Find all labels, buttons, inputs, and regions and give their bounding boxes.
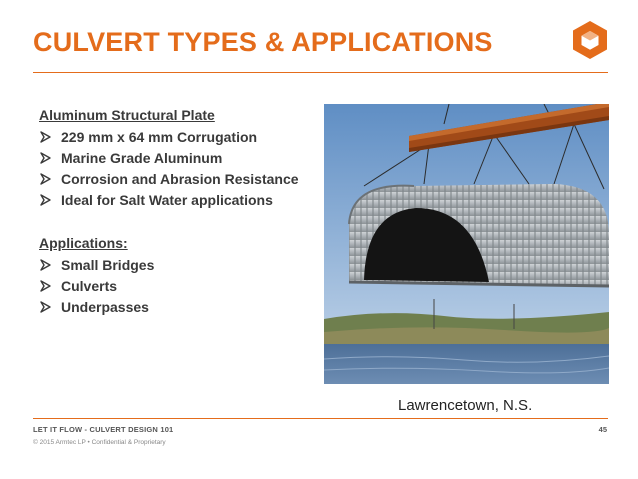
feature-list <box>39 126 319 210</box>
copyright-notice: © 2015 Armtec LP • Confidential & Proprietary <box>33 439 166 446</box>
application-item <box>39 296 319 317</box>
photo-caption: Lawrencetown, N.S. <box>398 397 533 414</box>
application-item <box>39 275 319 296</box>
applications-list <box>39 254 319 317</box>
arrow-bullet-icon <box>39 151 53 165</box>
arrow-bullet-icon <box>39 172 53 186</box>
feature-item <box>39 168 319 189</box>
footer-divider <box>33 418 608 419</box>
section-heading: Aluminum Structural Plate <box>39 107 215 123</box>
feature-text: Ideal for Salt Water applications <box>61 191 273 208</box>
arrow-bullet-icon <box>39 258 53 272</box>
arrow-bullet-icon <box>39 193 53 207</box>
culvert-photo-illustration <box>324 104 609 384</box>
feature-item <box>39 189 319 210</box>
application-text: Underpasses <box>61 298 149 315</box>
page-number: 45 <box>598 425 607 434</box>
feature-text: Marine Grade Aluminum <box>61 149 223 166</box>
arrow-bullet-icon <box>39 130 53 144</box>
application-text: Culverts <box>61 277 118 294</box>
application-text: Small Bridges <box>61 256 155 273</box>
slide-title: CULVERT TYPES & APPLICATIONS <box>33 27 493 57</box>
armtec-logo-icon <box>571 20 609 60</box>
footer-label: LET IT FLOW - CULVERT DESIGN 101 <box>33 425 174 434</box>
title-divider <box>33 72 608 73</box>
arrow-bullet-icon <box>39 279 53 293</box>
feature-item <box>39 147 319 168</box>
feature-text: Corrosion and Abrasion Resistance <box>61 170 299 187</box>
culvert-photo <box>324 104 609 384</box>
application-item <box>39 254 319 275</box>
feature-item <box>39 126 319 147</box>
feature-text: 229 mm x 64 mm Corrugation <box>61 128 258 145</box>
content-column <box>39 104 319 317</box>
applications-heading: Applications: <box>39 235 128 251</box>
arrow-bullet-icon <box>39 300 53 314</box>
